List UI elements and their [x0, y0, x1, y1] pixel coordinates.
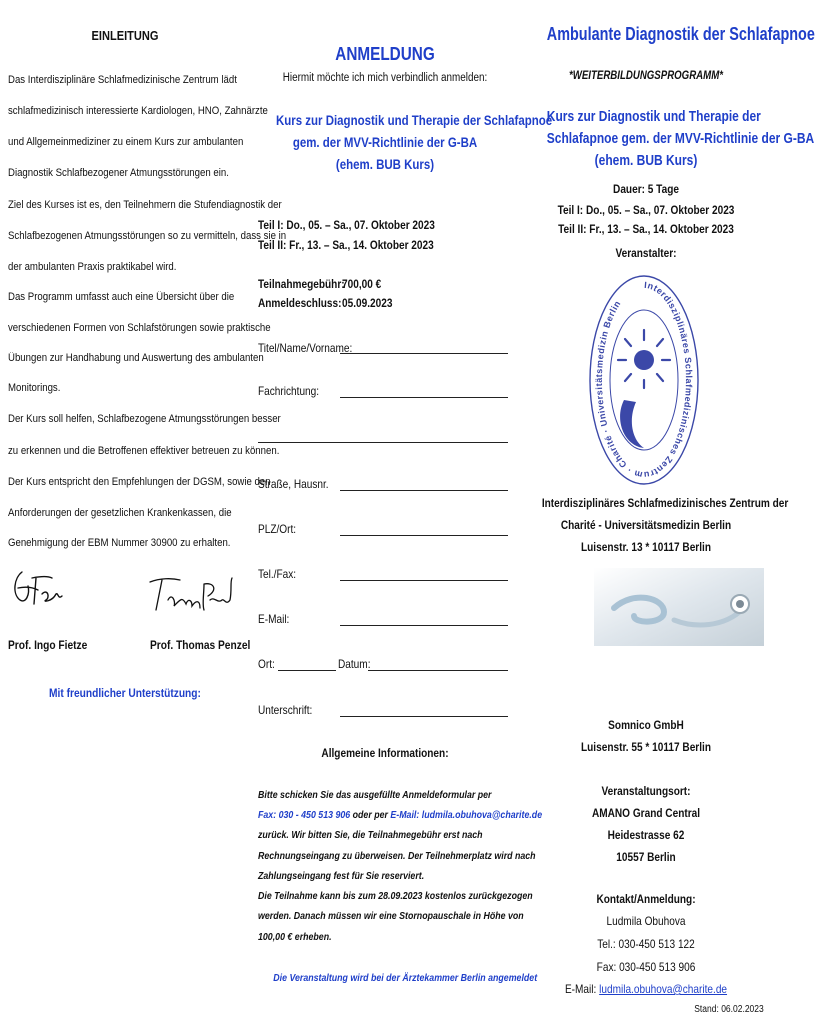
registration-title: ANMELDUNG	[335, 44, 435, 64]
venue-label: Veranstaltungsort:	[601, 784, 691, 798]
signature-field-label: Unterschrift:	[258, 703, 313, 717]
cover-course-line: Schlafapnoe gem. der MVV-Richtlinie der G-BA	[546, 130, 815, 147]
signer-penzel: Prof. Thomas Penzel	[150, 638, 251, 652]
venue-line: 10557 Berlin	[616, 850, 676, 864]
course-title-line: Kurs zur Diagnostik und Therapie der Schlafapnoe	[275, 112, 553, 128]
fax-text: Fax: 030 - 450 513 906	[258, 809, 351, 821]
organizer-line: Charité - Universitätsmedizin Berlin	[560, 518, 732, 532]
signer-fietze: Prof. Ingo Fietze	[8, 638, 88, 652]
chamber-note: Die Veranstaltung wird bei der Ärztekammer Berlin angemeldet	[273, 972, 538, 984]
place-field-label: Ort:	[258, 657, 275, 671]
course-title-line: gem. der MVV-Richtlinie der G-BA	[292, 134, 478, 150]
email-field-label: E-Mail:	[258, 612, 290, 626]
contact-email-line	[542, 982, 750, 996]
venue-line: Heidestrasse 62	[607, 828, 685, 842]
info-line: 100,00 € erheben.	[258, 931, 332, 943]
deadline-value: 05.09.2023	[342, 296, 393, 310]
cover-part-1: Teil I: Do., 05. – Sa., 07. Oktober 2023	[557, 203, 735, 217]
deadline-label: Anmeldeschluss:	[258, 296, 342, 310]
course-title-line: (ehem. BUB Kurs)	[335, 156, 435, 172]
specialty-field-label: Fachrichtung:	[258, 384, 320, 398]
name-field[interactable]	[340, 353, 508, 354]
fee-label: Teilnahmegebühr:	[258, 277, 345, 291]
signature-penzel	[146, 570, 236, 618]
intro-line: Ziel des Kurses ist es, den Teilnehmern die Stufendiagnostik der	[8, 199, 282, 211]
contact-email-link[interactable]: ludmila.obuhova@charite.de	[599, 982, 728, 996]
info-line: zurück. Wir bitten Sie, die Teilnahmegebühr erst nach	[258, 829, 483, 841]
contact-email-label: E-Mail:	[564, 982, 600, 996]
intro-line: Der Kurs soll helfen, Schlafbezogene Atmungsstörungen besser	[8, 413, 281, 425]
sponsor-line: Luisenstr. 55 * 10117 Berlin	[580, 740, 711, 754]
fee-value: 700,00 €	[342, 277, 382, 291]
specialty-field[interactable]	[340, 397, 508, 398]
info-line: Die Teilnahme kann bis zum 28.09.2023 kostenlos zurückgezogen	[258, 890, 533, 902]
fax-or: oder per	[350, 809, 391, 821]
cover-column	[522, 0, 815, 1024]
contact-fax: Fax: 030-450 513 906	[596, 960, 696, 974]
intro-line: Anforderungen der gesetzlichen Krankenkassen, die	[8, 507, 232, 519]
intro-line: Diagnostik Schlafbezogener Atmungsstörungen ein.	[8, 167, 229, 179]
intro-line: und Allgemeinmediziner zu einem Kurs zur ambulanten	[8, 136, 244, 148]
date-field[interactable]	[368, 670, 508, 671]
registration-subtitle: Hiermit möchte ich mich verbindlich anmelden:	[282, 72, 488, 84]
intro-line: Genehmigung der EBM Nummer 30900 zu erhalten.	[8, 537, 231, 549]
place-field[interactable]	[278, 670, 336, 671]
street-field-label: Straße, Hausnr.	[258, 477, 329, 491]
email-link[interactable]: E-Mail: ludmila.obuhova@charite.de	[390, 809, 543, 821]
organizer-label: Veranstalter:	[615, 246, 677, 260]
date-field-label: Datum:	[338, 657, 371, 671]
center-seal-logo	[584, 270, 704, 490]
intro-line: Übungen zur Handhabung und Auswertung des ambulanten	[8, 352, 264, 364]
signature-fietze	[8, 564, 68, 616]
organizer-line: Interdisziplinäres Schlafmedizinisches Zentrum der	[541, 496, 789, 510]
contact-name: Ludmila Obuhova	[606, 914, 686, 928]
organizer-line: Luisenstr. 13 * 10117 Berlin	[580, 540, 711, 554]
phone-field-label: Tel./Fax:	[258, 567, 297, 581]
venue-line: AMANO Grand Central	[591, 806, 701, 820]
intro-line: Monitorings.	[8, 382, 61, 394]
cover-title: Ambulante Diagnostik der Schlafapnoe	[546, 24, 815, 44]
phone-field[interactable]	[340, 580, 508, 581]
info-line: Rechnungseingang zu überweisen. Der Teilnehmerplatz wird nach	[258, 850, 536, 862]
revision-date: Stand: 06.02.2023	[694, 1004, 764, 1015]
info-line: Zahlungseingang fest für Sie reserviert.	[258, 870, 425, 882]
program-label: *WEITERBILDUNGSPROGRAMM*	[568, 70, 724, 82]
info-line: Bitte schicken Sie das ausgefüllte Anmeldeformular per	[258, 789, 492, 801]
course-part-1: Teil I: Do., 05. – Sa., 07. Oktober 2023	[258, 218, 435, 232]
intro-title: EINLEITUNG	[91, 28, 159, 43]
intro-line: Das Interdisziplinäre Schlafmedizinische Zentrum lädt	[8, 74, 237, 86]
info-line: werden. Danach müssen wir eine Stornopauschale in Höhe von	[258, 910, 524, 922]
intro-line: zu erkennen und die Betroffenen effektiver betreuen zu können.	[8, 445, 280, 457]
contact-phone: Tel.: 030-450 513 122	[597, 937, 695, 951]
street-field[interactable]	[340, 490, 508, 491]
sponsor-line: Somnico GmbH	[608, 718, 684, 732]
email-field[interactable]	[340, 625, 508, 626]
registration-column	[252, 0, 553, 1024]
course-part-2: Teil II: Fr., 13. – Sa., 14. Oktober 2023	[258, 238, 434, 252]
cover-part-2: Teil II: Fr., 13. – Sa., 14. Oktober 2023	[558, 222, 734, 236]
intro-line: verschiedenen Formen von Schlafstörungen sowie praktische	[8, 322, 271, 334]
sponsor-logo-image	[594, 568, 764, 646]
info-contact-line	[258, 809, 542, 821]
zip-field[interactable]	[340, 535, 508, 536]
zip-field-label: PLZ/Ort:	[258, 522, 297, 536]
intro-line: schlafmedizinisch interessierte Kardiologen, HNO, Zahnärzte	[8, 105, 268, 117]
intro-line: Das Programm umfasst auch eine Übersicht über die	[8, 291, 235, 303]
support-note: Mit freundlicher Unterstützung:	[49, 686, 201, 700]
duration: Dauer: 5 Tage	[613, 182, 679, 196]
cover-course-line: (ehem. BUB Kurs)	[594, 152, 698, 169]
info-title: Allgemeine Informationen:	[321, 746, 449, 760]
intro-line: der ambulanten Praxis praktikabel wird.	[8, 261, 177, 273]
seal-text: Interdisziplinäres Schlafmedizinisches Zentrum · Charité · Universitätsmedizin Berlin	[593, 279, 694, 481]
intro-line: Schlafbezogenen Atmungsstörungen so zu vermitteln, dass sie in	[8, 230, 287, 242]
signature-field[interactable]	[340, 716, 508, 717]
contact-label: Kontakt/Anmeldung:	[596, 892, 696, 906]
name-field-label: Titel/Name/Vorname:	[258, 341, 353, 355]
intro-line: Der Kurs entspricht den Empfehlungen der DGSM, sowie den	[8, 476, 271, 488]
cover-course-line: Kurs zur Diagnostik und Therapie der	[546, 108, 761, 125]
extra-field[interactable]	[258, 442, 508, 443]
